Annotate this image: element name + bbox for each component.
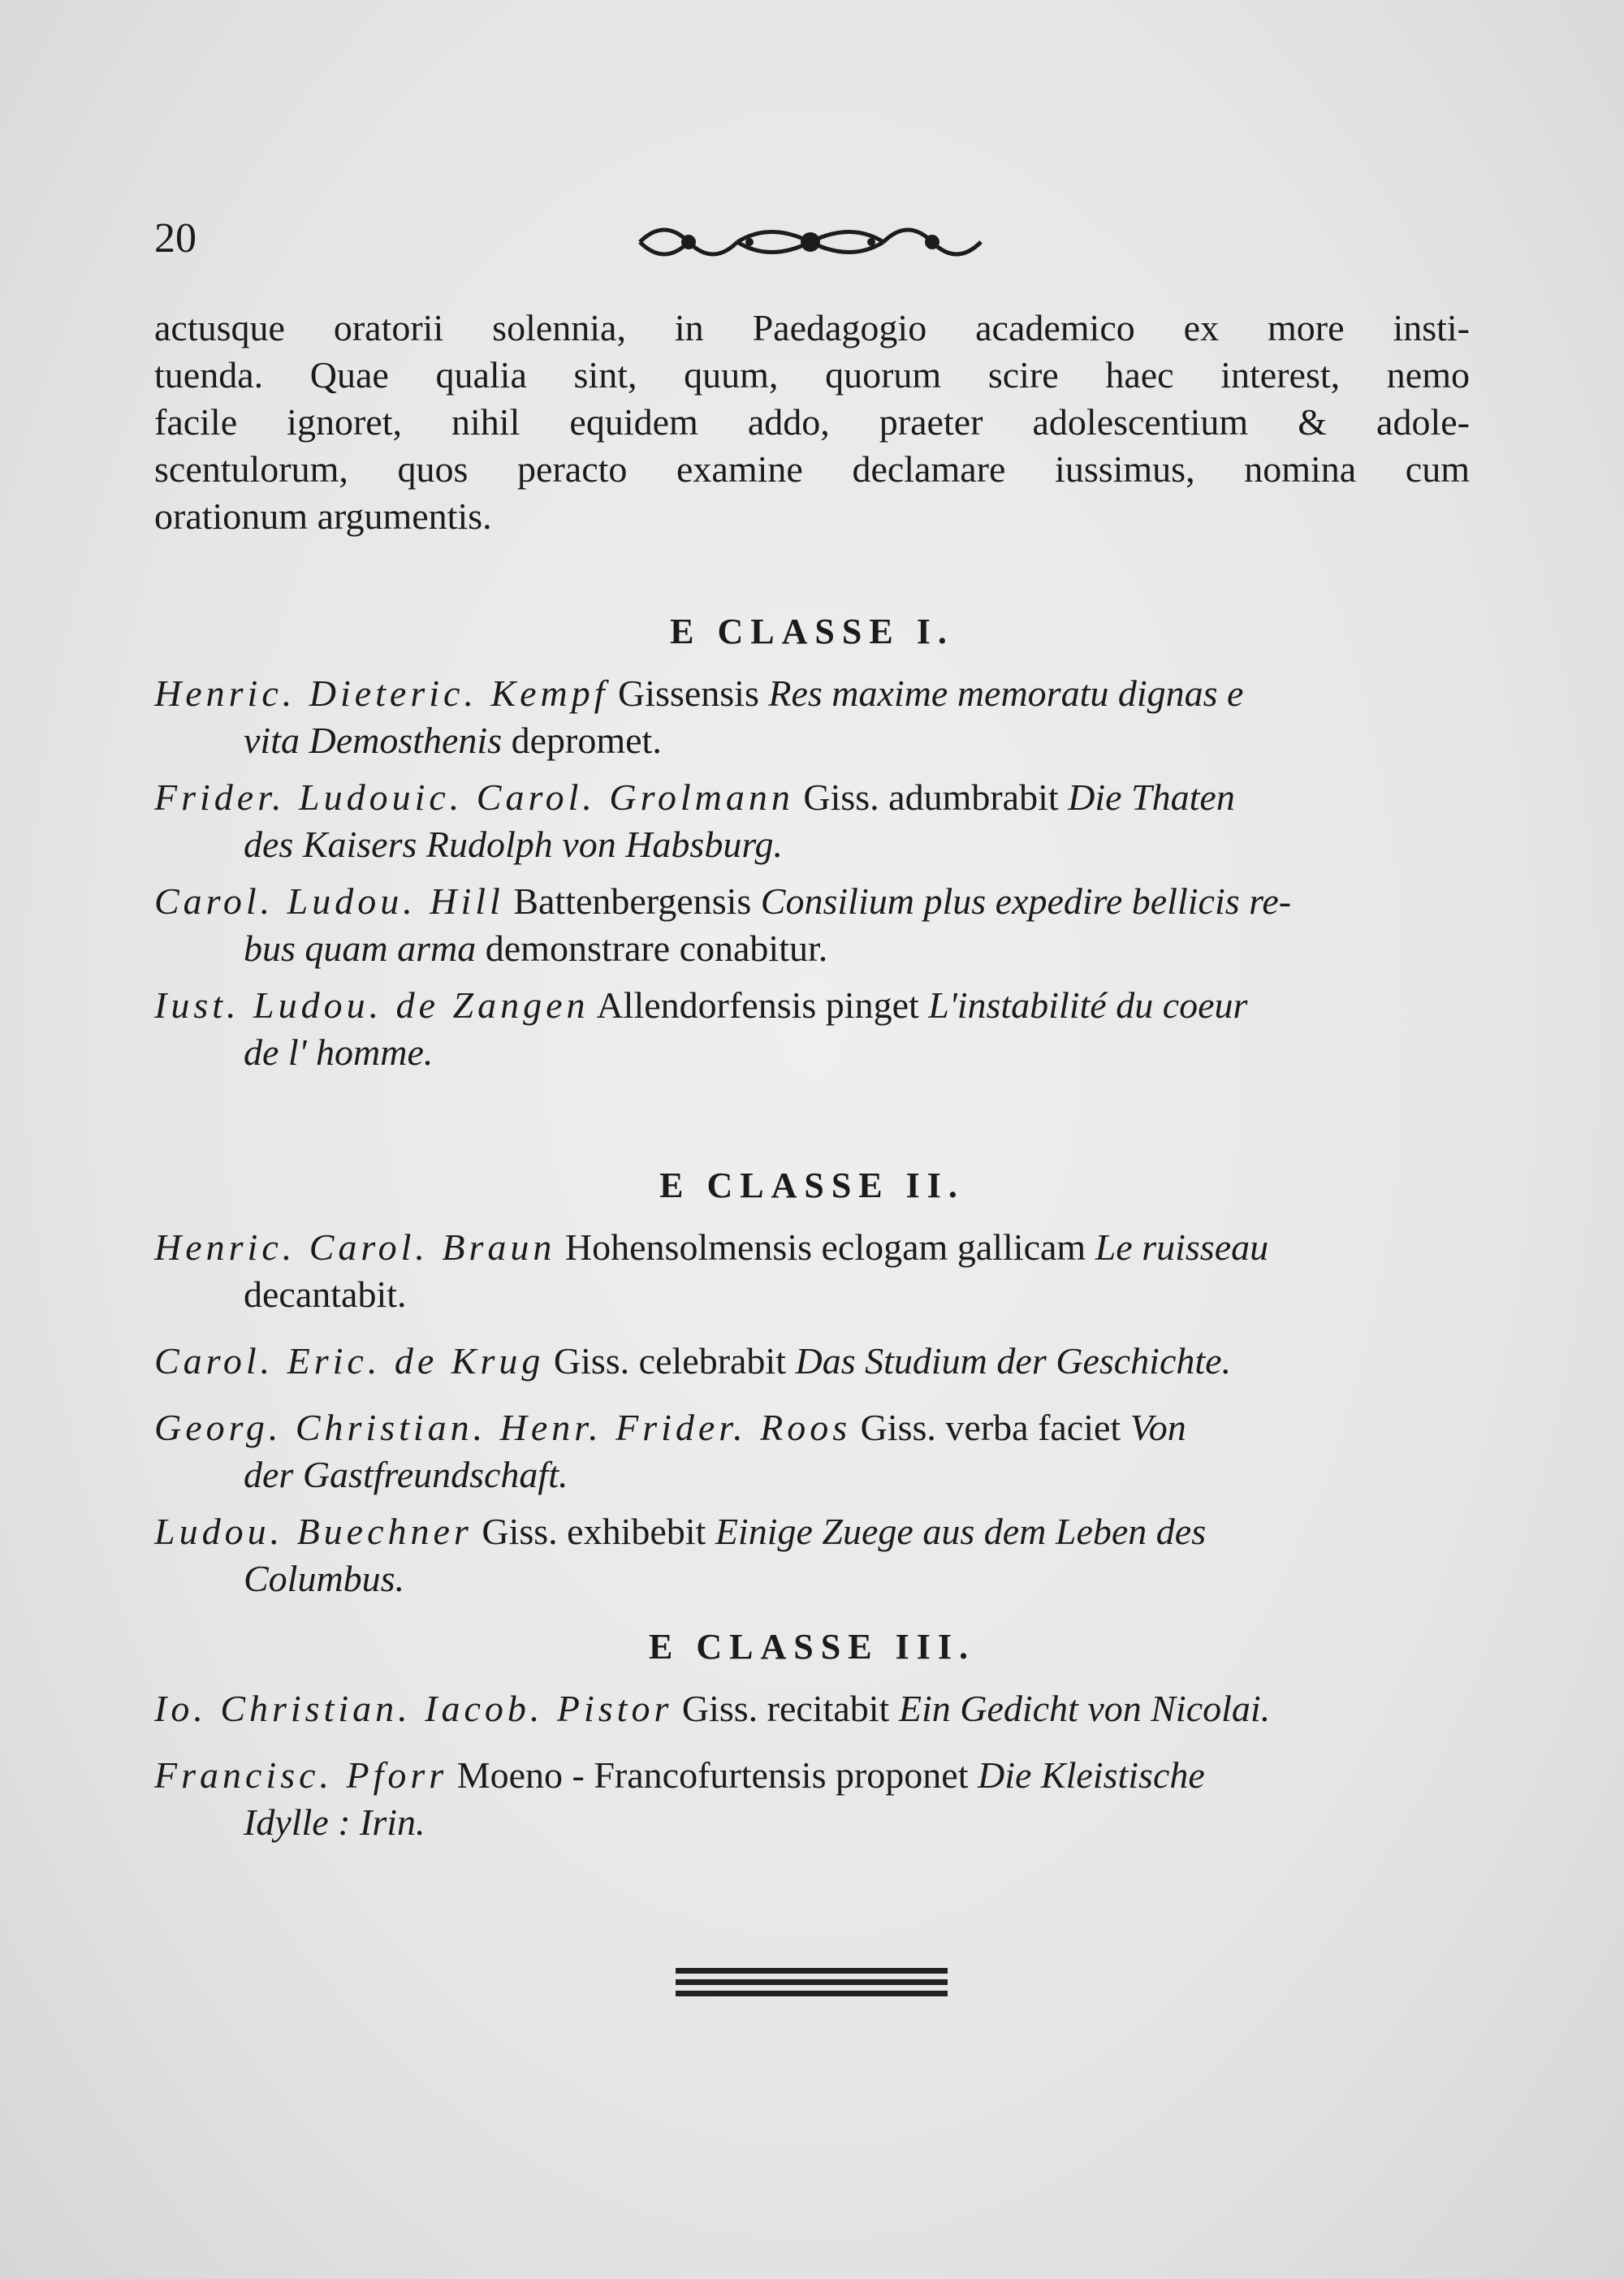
student-name: Georg. Christian. Henr. Frider. Roos xyxy=(154,1407,852,1448)
oration-title: Einige Zuege aus dem Leben des xyxy=(715,1511,1207,1552)
student-entry xyxy=(154,1404,1470,1498)
oration-title-cont: de l' homme. xyxy=(244,1031,434,1073)
student-name: Francisc. Pforr xyxy=(154,1754,448,1796)
intro-paragraph xyxy=(154,305,1470,540)
class-heading: E CLASSE II. xyxy=(659,1165,965,1205)
oration-title-cont: bus quam arma xyxy=(244,928,477,969)
student-entry xyxy=(154,878,1470,972)
entry-text-cont: depromet. xyxy=(502,720,662,761)
entry-text: Allendorfensis pinget xyxy=(589,984,929,1026)
oration-title: Ein Gedicht von Nicolai. xyxy=(898,1688,1271,1729)
entry-text-cont: decantabit. xyxy=(244,1274,407,1315)
entry-text: Giss. celebrabit xyxy=(544,1340,796,1382)
closing-rule xyxy=(676,1968,948,2002)
student-entry xyxy=(154,982,1470,1076)
oration-title-cont: vita Demosthenis xyxy=(244,720,503,761)
entry-text: Moeno - Francofurtensis proponet xyxy=(447,1754,978,1796)
entry-text: Gissensis xyxy=(608,672,769,714)
entry-text-cont: demonstrare conabitur. xyxy=(476,928,828,969)
class-heading: E CLASSE III. xyxy=(649,1627,975,1667)
student-entry xyxy=(154,774,1470,868)
entry-text: Giss. exhibebit xyxy=(472,1511,715,1552)
intro-line: scentulorum, quos peracto examine declamare iussimus, nomina cum xyxy=(154,448,1470,490)
oration-title-cont: des Kaisers Rudolph von Habsburg. xyxy=(244,824,784,865)
entry-text: Giss. verba faciet xyxy=(851,1407,1130,1448)
student-entry xyxy=(154,1508,1470,1602)
page-number: 20 xyxy=(154,215,197,262)
oration-title: Von xyxy=(1129,1407,1186,1448)
oration-title-cont: der Gastfreundschaft. xyxy=(244,1454,568,1495)
intro-line: tuenda. Quae qualia sint, quum, quorum scire haec interest, nemo xyxy=(154,354,1470,396)
oration-title: Die Kleistische xyxy=(978,1754,1205,1796)
student-name: Carol. Ludou. Hill xyxy=(154,880,504,922)
oration-title: Die Thaten xyxy=(1068,776,1235,818)
oration-title: L'instabilité du coeur xyxy=(928,984,1248,1026)
entry-text: Hohensolmensis eclogam gallicam xyxy=(555,1226,1095,1268)
student-name: Carol. Eric. de Krug xyxy=(154,1340,545,1382)
student-name: Ludou. Buechner xyxy=(154,1511,473,1552)
page-body xyxy=(154,305,1470,1846)
student-name: Iust. Ludou. de Zangen xyxy=(154,984,590,1026)
oration-title: Res maxime memoratu dignas e xyxy=(768,672,1244,714)
intro-line: orationum argumentis. xyxy=(154,495,492,537)
student-name: Frider. Ludouic. Carol. Grolmann xyxy=(154,776,794,818)
class-heading: E CLASSE I. xyxy=(670,612,954,651)
oration-title: Consilium plus expedire bellicis re- xyxy=(760,880,1292,922)
student-entry xyxy=(154,1685,1470,1732)
oration-title-cont: Columbus. xyxy=(244,1558,405,1599)
oration-title: Le ruisseau xyxy=(1095,1226,1269,1268)
ornament-icon xyxy=(632,210,989,275)
student-name: Io. Christian. Iacob. Pistor xyxy=(154,1688,673,1729)
student-name: Henric. Dieteric. Kempf xyxy=(154,672,609,714)
entry-text: Giss. recitabit xyxy=(672,1688,899,1729)
intro-line: facile ignoret, nihil equidem addo, praeter adolescentium & adole- xyxy=(154,401,1470,443)
entry-text: Giss. adumbrabit xyxy=(793,776,1069,818)
intro-line: actusque oratorii solennia, in Paedagogio academico ex more insti- xyxy=(154,307,1470,348)
student-entry xyxy=(154,1338,1470,1385)
oration-title-cont: Idylle : Irin. xyxy=(244,1801,425,1843)
student-entry xyxy=(154,670,1470,764)
oration-title: Das Studium der Geschichte. xyxy=(795,1340,1232,1382)
student-entry xyxy=(154,1752,1470,1846)
entry-text: Battenbergensis xyxy=(503,880,761,922)
student-name: Henric. Carol. Braun xyxy=(154,1226,556,1268)
student-entry xyxy=(154,1224,1470,1318)
page-header xyxy=(154,210,1470,275)
